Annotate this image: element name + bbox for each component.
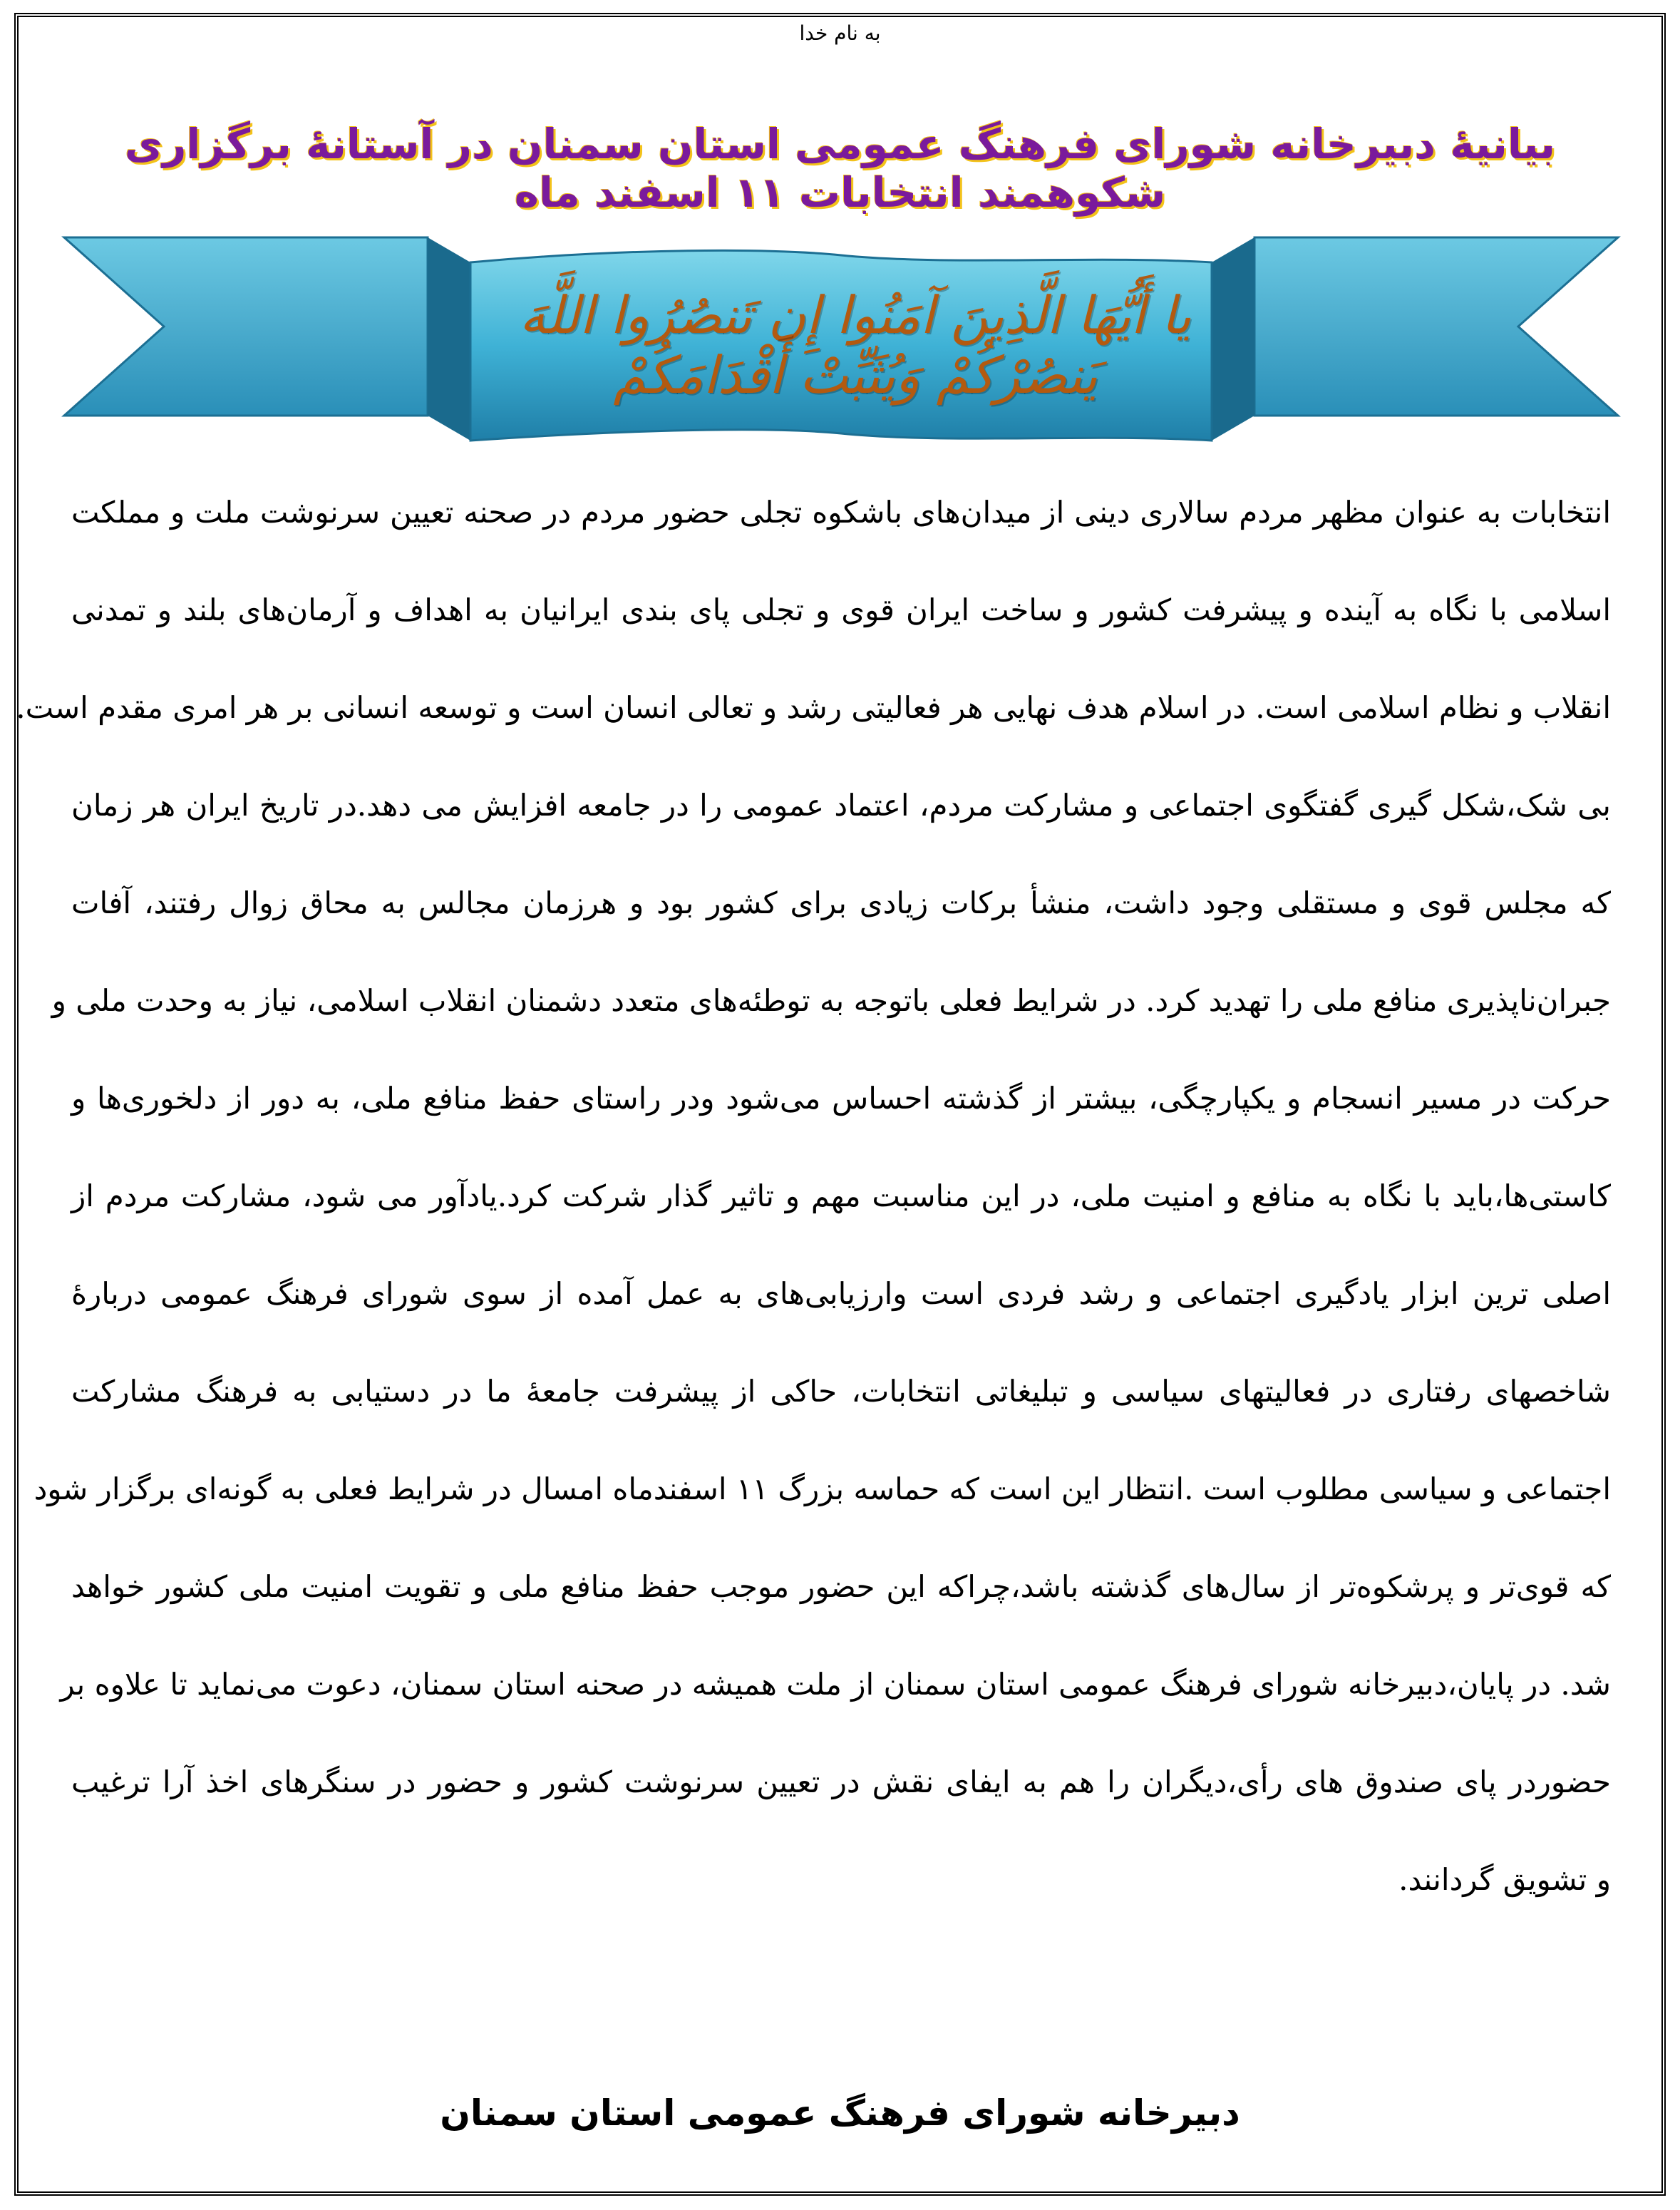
body-line: که قوی‌تر و پرشکوه‌تر از سال‌های گذشته باشد،چراکه این حضور موجب حفظ منافع ملی و تقویت امنیت ملی کشور خواهد bbox=[71, 1569, 1611, 1604]
body-line: حضوردر پای صندوق های رأی،دیگران را هم به ایفای نقش در تعیین سرنوشت کشور و حضور در سنگرهای اخذ آرا ترغیب bbox=[71, 1764, 1611, 1799]
body-line: انقلاب و نظام اسلامی است. در اسلام هدف نهایی هر فعالیتی رشد و تعالی انسان است و توسعه انسانی بر هر امری مقدم است. bbox=[16, 690, 1611, 725]
body-line: کاستی‌ها،باید با نگاه به منافع و امنیت ملی، در این مناسبت مهم و تاثیر گذار شرکت کرد.یادآور می شود، مشارکت مردم از bbox=[71, 1178, 1612, 1213]
bismillah-heading: به نام خدا bbox=[799, 21, 881, 45]
body-line: اجتماعی و سیاسی مطلوب است .انتظار این است که حماسه بزرگ ۱۱ اسفندماه امسال در شرایط فعلی به گونه‌ای برگزار شود bbox=[34, 1471, 1611, 1506]
body-line: جبران‌ناپذیری منافع ملی را تهدید کرد. در شرایط فعلی باتوجه به توطئه‌های متعدد دشمنان انقلاب اسلامی، نیاز به وحدت ملی و bbox=[51, 983, 1611, 1018]
ribbon-left-tail bbox=[64, 237, 428, 416]
body-line: حرکت در مسیر انسجام و یکپارچگی، بیشتر از گذشته احساس می‌شود ودر راستای حفظ منافع ملی، به دور از دلخوری‌ها و bbox=[71, 1081, 1611, 1116]
quran-verse: یا أَیُّهَا الَّذِینَ آمَنُوا إِن تَنصُرُوا اللَّهَ یَنصُرْکُمْ وَیُثَبِّتْ أَقْدَامَکُمْ bbox=[519, 285, 1192, 405]
statement-body bbox=[16, 463, 1612, 1928]
statement-title: بیانیۀ دبیرخانه شورای فرهنگ عمومی استان سمنان در آستانۀ برگزاری شکوهمند انتخابات ۱۱ اسفند ماه bbox=[124, 120, 1556, 217]
body-line: بی شک،شکل گیری گفتگوی اجتماعی و مشارکت مردم، اعتماد عمومی را در جامعه افزایش می دهد.در تاریخ ایران هر زمان bbox=[71, 788, 1611, 823]
body-line: شاخصهای رفتاری در فعالیتهای سیاسی و تبلیغاتی انتخابات، حاکی از پیشرفت جامعۀ ما در دستیابی به فرهنگ مشارکت bbox=[71, 1374, 1611, 1409]
body-line: و تشویق گردانند. bbox=[1398, 1862, 1611, 1897]
body-line: که مجلس قوی و مستقلی وجود داشت، منشأ برکات زیادی برای کشور بود و هرزمان مجالس به محاق زوال رفتند، آفات bbox=[71, 885, 1611, 920]
body-line: انتخابات به عنوان مظهر مردم سالاری دینی از میدان‌های باشکوه تجلی حضور مردم در صحنه تعیین سرنوشت ملت و مملکت bbox=[71, 495, 1611, 530]
body-line: شد. در پایان،دبیرخانه شورای فرهنگ عمومی استان سمنان از ملت همیشه در صحنه استان سمنان، دعوت می‌نماید تا علاوه بر bbox=[60, 1667, 1611, 1702]
signature: دبیرخانه شورای فرهنگ عمومی استان سمنان bbox=[440, 2092, 1240, 2134]
body-line: اسلامی با نگاه به آینده و پیشرفت کشور و ساخت ایران قوی و تجلی پای بندی ایرانیان به اهداف و آرمان‌های بلند و تمدنی bbox=[71, 592, 1611, 627]
body-line: اصلی ترین ابزار یادگیری اجتماعی و رشد فردی است وارزیابی‌های به عمل آمده از سوی شورای فرهنگ عمومی دربارۀ bbox=[71, 1276, 1611, 1311]
ribbon-right-tail bbox=[1254, 237, 1618, 416]
